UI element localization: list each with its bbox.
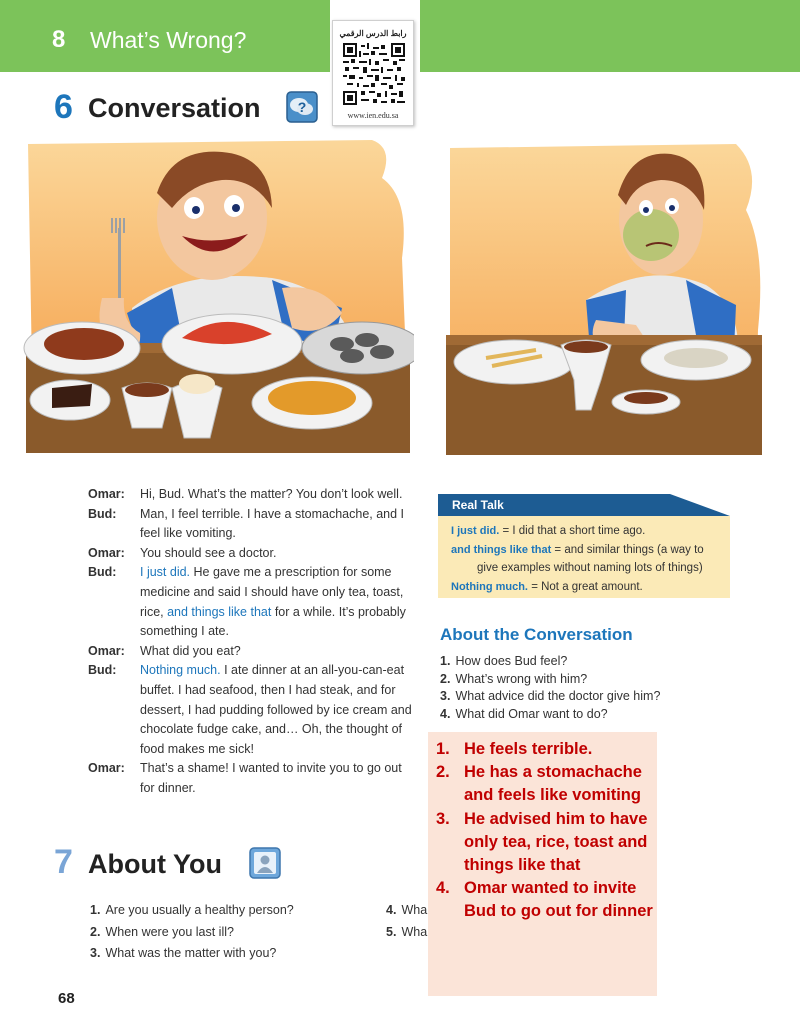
dialogue-segment: for a while. It’s probably something I ate.: [140, 604, 406, 639]
speaker-name: Omar:: [88, 643, 125, 658]
question-item: 3. What was the matter with you?: [90, 946, 277, 960]
real-talk-item: I just did. = I did that a short time ago.: [451, 525, 646, 537]
dialogue-line: [88, 505, 418, 544]
speaker-name: Omar:: [88, 487, 125, 501]
sick-illustration: [446, 140, 762, 456]
dialogue-text: [140, 563, 418, 641]
dialogue-text: [140, 759, 418, 798]
answer-item: 3. He advised him to have only tea, rice, toast and things like that: [436, 809, 648, 875]
dialogue-line: [88, 544, 418, 564]
question-item: 2. What’s wrong with him?: [440, 671, 588, 686]
dialogue-segment: He gave me a prescription for some medicine and said I should have only tea, toast, rice,: [140, 565, 404, 619]
answer-item: 4. Omar wanted to invite Bud to go out for dinner: [436, 879, 653, 921]
dialogue-line: [88, 759, 418, 798]
dialogue-segment: You should see a doctor.: [140, 545, 277, 560]
dialogue-line: [88, 661, 418, 759]
dialogue-line: [88, 642, 418, 662]
question-item: 4. Wha: [386, 903, 428, 917]
section-number: 7: [54, 843, 73, 881]
conversation-dialogue: [88, 485, 418, 799]
section-title: About You: [88, 849, 222, 879]
speaker-name: Omar:: [88, 545, 125, 560]
dialogue-segment: Man, I feel terrible. I have a stomachache, and I feel like vomiting.: [140, 506, 405, 541]
dialogue-line: [88, 563, 418, 641]
answer-box: [428, 732, 657, 996]
qr-code-icon: [343, 43, 405, 105]
speaker-name: Bud:: [88, 663, 117, 678]
real-talk-body: [438, 516, 730, 598]
qr-caption: رابط الدرس الرقمي: [339, 29, 407, 38]
dialogue-text: [140, 505, 418, 544]
qr-code-card[interactable]: [332, 20, 414, 126]
question-item: 1. Are you usually a healthy person?: [90, 903, 294, 917]
dialogue-segment: I ate dinner at an all-you-can-eat buffet. I had seafood, then I had steak, and for dessert, I had pudding followed by ice cream and chocolate fudge cake, and… Oh, the thought of food makes me sick!: [140, 663, 412, 756]
real-talk-item-continued: give examples without naming lots of things): [477, 562, 703, 575]
dialogue-text: [140, 661, 418, 759]
person-icon[interactable]: [249, 847, 281, 879]
help-icon[interactable]: [286, 91, 318, 123]
question-item: 1. How does Bud feel?: [440, 654, 568, 668]
svg-text:?: ?: [297, 99, 307, 115]
real-talk-heading: Real Talk: [452, 498, 504, 512]
speaker-name: Bud:: [88, 506, 117, 521]
answer-list: [436, 738, 657, 924]
real-talk-item: Nothing much. = Not a great amount.: [451, 580, 643, 593]
section-title: Conversation: [88, 93, 261, 123]
answer-item: 2. He has a stomachache and feels like vomiting: [436, 763, 642, 805]
dialogue-segment: Hi, Bud. What’s the matter? You don’t look well.: [140, 487, 403, 501]
dialogue-segment: That’s a shame! I wanted to invite you to go out for dinner.: [140, 761, 402, 795]
question-item: 3. What advice did the doctor give him?: [440, 689, 661, 704]
buffet-illustration: [22, 138, 414, 458]
answer-item: 1. He feels terrible.: [436, 740, 593, 758]
speaker-name: Bud:: [88, 565, 117, 580]
real-talk-box: [438, 494, 730, 598]
highlighted-phrase: and things like that: [167, 604, 272, 619]
unit-number: 8: [52, 26, 66, 53]
dialogue-segment: What did you eat?: [140, 643, 241, 658]
highlighted-phrase: Nothing much.: [140, 663, 221, 678]
question-item: 4. What did Omar want to do?: [440, 706, 608, 721]
about-you-questions: [90, 900, 360, 965]
dialogue-text: [140, 642, 418, 662]
dialogue-text: [140, 485, 418, 505]
real-talk-item: and things like that = and similar things (a way to: [451, 543, 704, 556]
dialogue-text: [140, 544, 418, 564]
about-conversation-questions: [440, 653, 740, 723]
dialogue-line: [88, 485, 418, 505]
page-number: 68: [58, 990, 75, 1007]
unit-title: What’s Wrong?: [90, 27, 247, 53]
question-item: 2. When were you last ill?: [90, 924, 234, 939]
section-number: 6: [54, 88, 73, 126]
qr-url: www.ien.edu.sa: [347, 111, 399, 120]
about-conversation-title: About the Conversation: [440, 625, 633, 644]
question-item: 5. Wha: [386, 924, 428, 939]
highlighted-phrase: I just did.: [140, 565, 191, 580]
speaker-name: Omar:: [88, 761, 125, 776]
